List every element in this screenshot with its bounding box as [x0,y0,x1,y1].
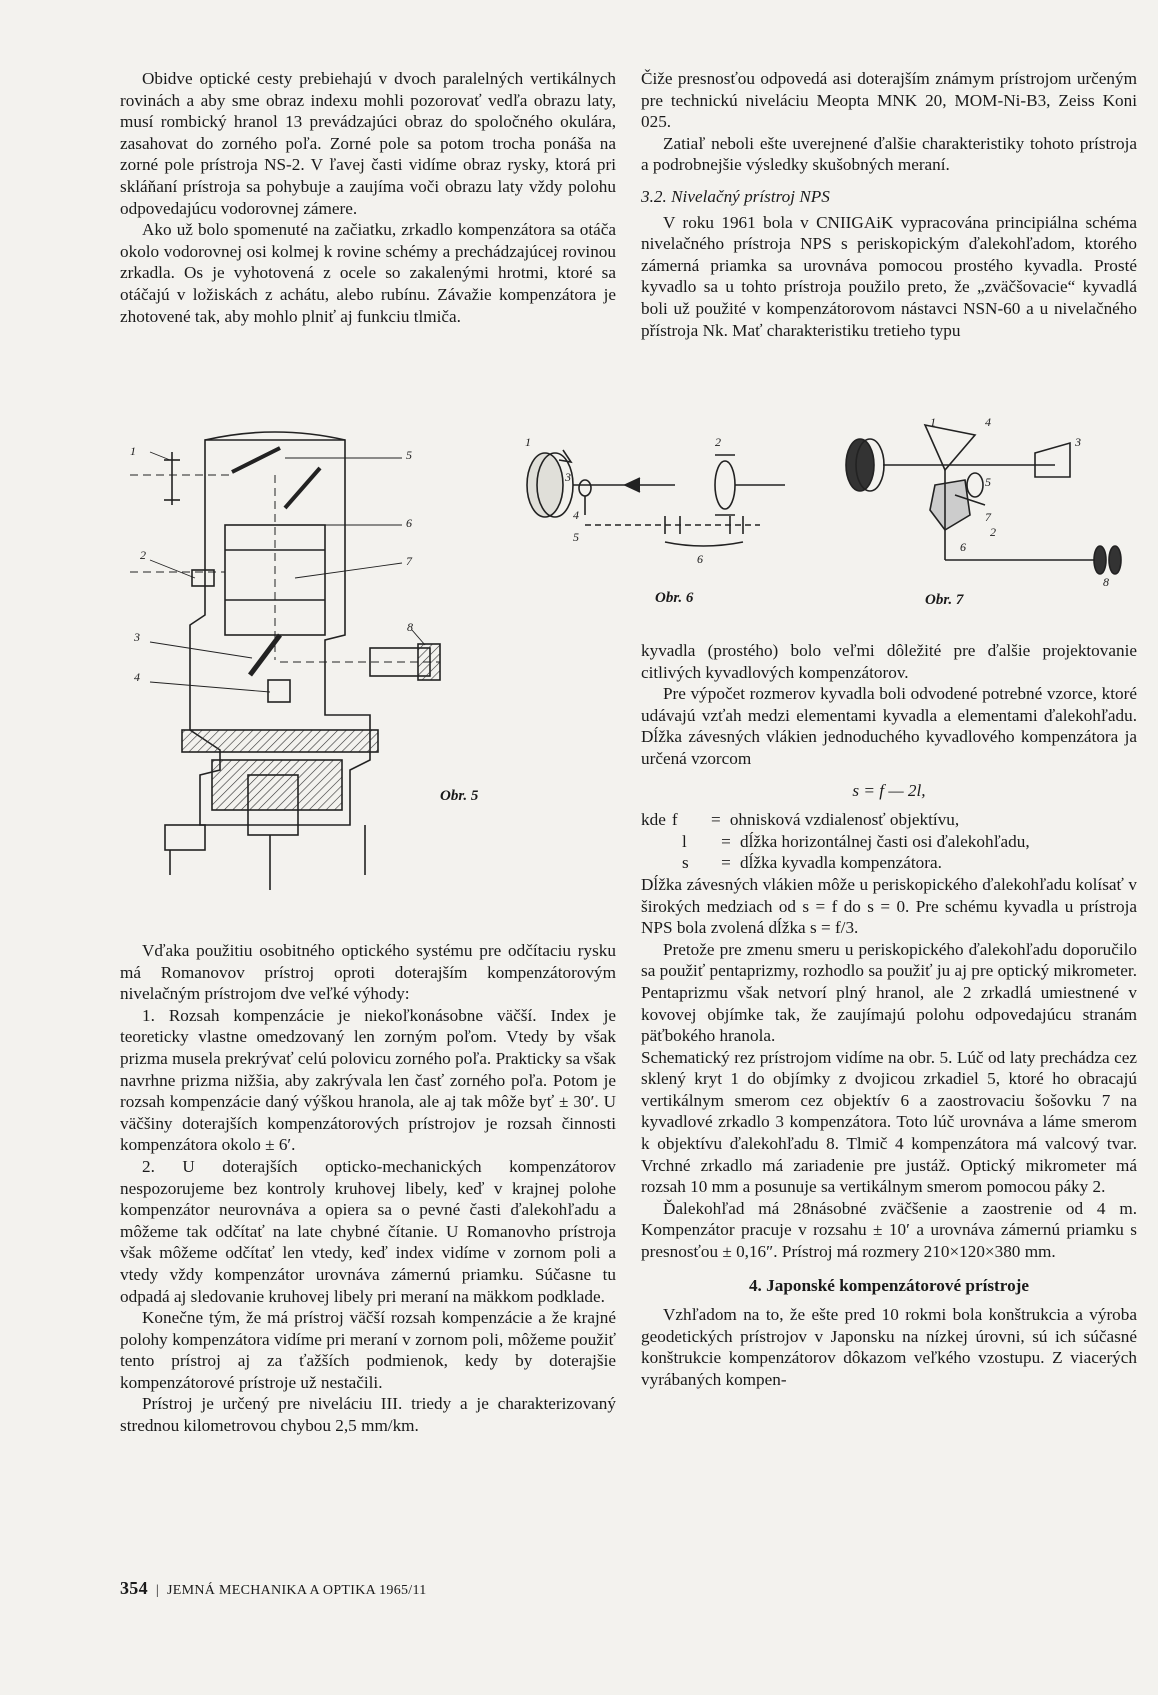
fig7-label: 5 [985,475,991,489]
definitions-list [641,809,1137,874]
paragraph: Zatiaľ neboli ešte uverejnené ďalšie charakteristiky tohoto prístroja a podrobnejšie výsledky skušobných meraní. [641,133,1137,175]
figure-6 [515,430,790,615]
paragraph: V roku 1961 bola v CNIIGAiK vypracována principiálna schéma nivelačného prístroja NPS s periskopickým ďalekohľadom, ktorého zámerná priamka sa urovnáva pomocou prostého kyvadla. Prosté kyvadlo sa u tohto prístroja použilo preto, že „zväčšovacie“ kyvadlá boli už použité v kompenzátorovom nástavci NSN-60 a u nivelačného přístroja Nk. Mať charakteristiku tretieho typu [641,212,1137,340]
paragraph: Pre výpočet rozmerov kyvadla boli odvodené potrebné vzorce, ktoré udávajú vzťah medzi elementami kyvadla a elementami ďalekohľadu. Dĺžka závesných vlákien jednoduchého kyvadlového kompenzátora ja určená vzorcom [641,684,1137,768]
paragraph: Vďaka použitiu osobitného optického systému pre odčítaciu rysku má Romanovov prístroj oproti doterajším kompenzátorovým nivelačným prístrojom dve veľké výhody: [120,941,616,1004]
paragraph: Schematický rez prístrojom vidíme na obr. 5. Lúč od laty prechádza cez sklený kryt 1 do objímky z dvojicou zrkadiel 5, ktoré ho obracajú vertikálnym smerom cez objektív 6 a zaostrovaciu šošovku 7 na kyvadlové zrkadlo 3 kompenzátora. Toto lúč urovnáva a láme smerom k objektívu ďalekohľadu 8. Tlmič 4 kompenzátora má valcový tvar. Vrchné zrkadlo má zariadenie pre justáž. Optický mikrometer má rozsah 10 mm a posunuje sa vertikálnym smerom pomocou páky 2. [641,1047,1137,1197]
left-column-top [120,68,616,327]
left-column-bottom [120,940,616,1437]
fig7-label: 1 [930,415,936,429]
fig6-label: 4 [573,508,579,522]
fig6-label: 1 [525,435,531,449]
fig7-label: 2 [990,525,996,539]
fig7-label: 4 [985,415,991,429]
fig6-label: 3 [565,470,571,484]
fig5-label: 5 [406,448,412,462]
section-heading: 4. Japonské kompenzátorové prístroje [748,1275,1030,1295]
fig7-label: 6 [960,540,966,554]
journal-name: JEMNÁ MECHANIKA A OPTIKA 1965/11 [167,1583,427,1598]
subsection-heading: 3.2. Nivelačný prístroj NPS [641,186,830,206]
paragraph: Konečne tým, že má prístroj väčší rozsah kompenzácie a že krajné polohy kompenzátora vidíme pri meraní v zornom poli, môžeme použiť tento prístroj aj za ťažších podmienok, kedy by doterajšie kompenzátorové prístroje už nestačili. [120,1308,616,1392]
right-column-bottom [641,640,1137,1391]
figure-5-caption: Obr. 5 [440,788,479,804]
paragraph: Ďalekohľad má 28násobné zväčšenie a zaostrenie od 4 m. Kompenzátor pracuje v rozsahu ± 10′ a urovnáva zámernú priamku s presnosťou ± 0,16″. Prístroj má rozmery 210×120×380 mm. [641,1198,1137,1262]
fig7-label: 8 [1103,575,1109,589]
fig6-label: 5 [573,530,579,544]
paragraph: Pretože pre zmenu smeru u periskopického ďalekohľadu doporučilo sa použiť pentaprizmy, rozhodlo sa použiť ju aj pre optický mikrometer. Pentaprizmu však netvorí plný hranol, ale 2 zrkadlá umiestnené v kovovej objímke tak, že zaujímajú polohu odpovedajúcu stranám päťbokého hranola. [641,939,1137,1046]
definition-row: kde f = ohnisková vzdialenosť objektívu, [641,810,960,830]
figure-7 [835,415,1140,615]
fig6-label: 6 [697,552,703,566]
page-footer: 354 | JEMNÁ MECHANIKA A OPTIKA 1965/11 [120,1578,427,1598]
paragraph: Prístroj je určený pre niveláciu III. triedy a je charakterizovaný strednou kilometrovou chybou 2,5 mm/km. [120,1394,616,1436]
paragraph: Čiže presnosťou odpovedá asi doterajším známym prístrojom určeným pre technickú niveláciu Meopta MNK 20, MOM-Ni-B3, Zeiss Koni 025. [641,69,1137,132]
fig5-label: 7 [406,554,412,568]
definition-row: s = dĺžka kyvadla kompenzátora. [682,853,942,873]
page-number: 354 [120,1578,148,1598]
figure-7-caption: Obr. 7 [925,592,964,608]
figure-6-caption: Obr. 6 [655,590,694,606]
definition-row: l = dĺžka horizontálnej časti osi ďalekohľadu, [682,831,1030,851]
fig5-label: 3 [134,630,140,644]
fig5-label: 8 [407,620,413,634]
paragraph: Obidve optické cesty prebiehajú v dvoch paralelných vertikálnych rovinách a aby sme obraz indexu mohli pozorovať vedľa obrazu laty, musí rombický hranol 13 prevádzajúci obraz do spoločného okulára, zasahovat do zorného poľa. Zorné pole sa potom trocha ponáša na zorné pole prístroja NS-2. V ľavej časti vidíme obraz rysky, ktorá pri skláňaní prístroja sa pohybuje a zaujíma voči obrazu laty vždy polohu odpovedajúcu vodorovnej zámere. [120,69,616,218]
fig5-label: 2 [140,548,146,562]
paragraph: 1. Rozsah kompenzácie je niekoľkonásobne väčší. Index je teoreticky vlastne omedzovaný len zorným poľom. Vtedy by však prizma musela prekrývať celú polovicu zorného poľa. Prakticky sa však navrhne prizma nižšia, aby zakrývala len časť zorného poľa. Potom je rozsah kompenzácie daný výškou hranola, ale aj tak môže byť ± 30′. U väčšiny doterajších kompenzátorových prístrojov je rozsah činnosti kompenzátora okolo ± 6′. [120,1005,616,1155]
paragraph: 2. U doterajších opticko-mechanických kompenzátorov nespozorujeme bez kontroly kruhovej libely, keď v krajnej polohe kompenzátor neurovnáva a opiera sa o pevné časti ďalekohľadu a môžeme tak odčítať na late chybné čítanie. U Romanovho prístroja však môžeme odčítať len vtedy, keď index vidíme v zornom poli a vtedy vždy kompenzátor urovnáva zámernú priamku. Súčasne tu odpadá aj sledovanie kruhovej libely pri meraní na mäkkom podklade. [120,1156,616,1306]
paragraph: Ako už bolo spomenuté na začiatku, zrkadlo kompenzátora sa otáča okolo vodorovnej osi kolmej k rovine schémy a prechádzajúcej rovinou zrkadla. Os je vyhotovená z ocele so zakalenými hrotmi, ktoré sa otáčajú v ložiskách z achátu, alebo rubínu. Závažie kompenzátora je zhotovené tak, aby mohlo plniť aj funkciu tlmiča. [120,220,616,326]
right-column-top [641,68,1137,341]
formula: s = f — 2l, [852,780,926,800]
paragraph: Dĺžka závesných vlákien môže u periskopického ďalekohľadu kolísať v širokých medziach od s = f do s = 0. Pre schému kyvadla u prístroja NPS bola zvolená dĺžka s = f/3. [641,874,1137,938]
fig5-label: 6 [406,516,412,530]
paragraph: Vzhľadom na to, že ešte pred 10 rokmi bola konštrukcia a výroba geodetických prístrojov v Japonsku na nízkej úrovni, sú ich súčasné konštrukcie kompenzátorov dôkazom veľkého vzostupu. Z viacerých vyrábaných kompen- [641,1305,1137,1389]
fig6-label: 2 [715,435,721,449]
paragraph: kyvadla (prostého) bolo veľmi dôležité pre ďalšie projektovanie citlivých kyvadlových kompenzátorov. [641,641,1137,682]
figure-7-drawing [835,415,1140,585]
fig5-label: 4 [134,670,140,684]
fig7-label: 3 [1075,435,1081,449]
fig7-label: 7 [985,510,991,524]
figure-6-drawing [515,430,790,590]
fig5-label: 1 [130,444,136,458]
